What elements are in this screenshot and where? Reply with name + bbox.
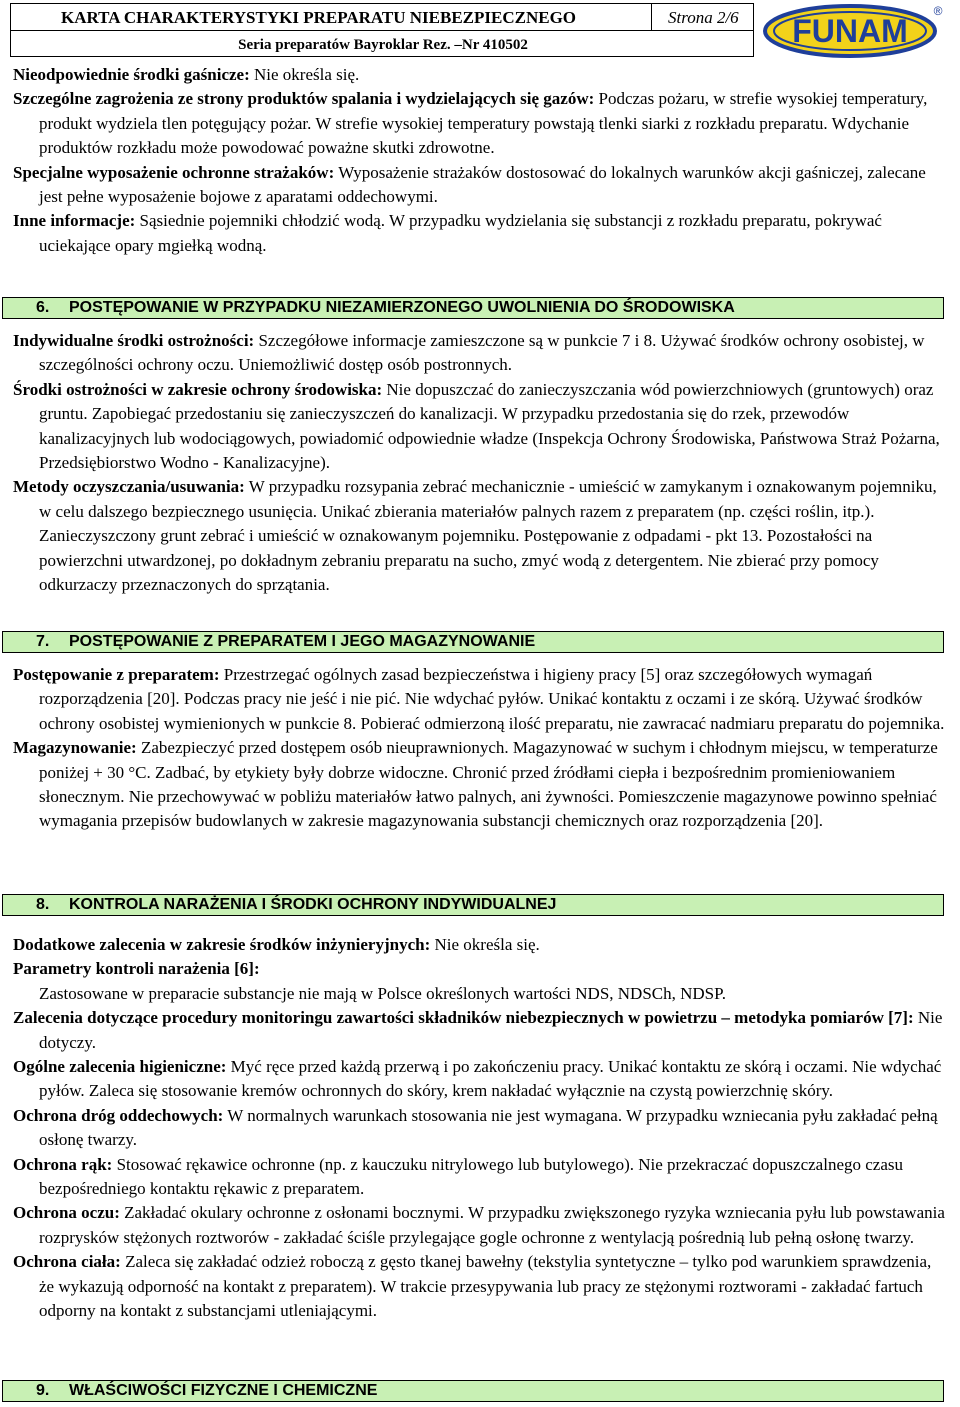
paragraph-text: Zakładać okulary ochronne z osłonami bocznymi. W przypadku zwiększonego ryzyka wzniecania pyłu lub powstawania rozprysków stężonych roztworów - zakładać ściśle przylegające gogle ochronne z wentylacją pośrednią lub pełną osłonę twarzy. [39, 1203, 945, 1247]
paragraph-heading: Ochrona ciała: [13, 1252, 121, 1272]
paragraph-text: Myć ręce przed każdą przerwą i po zakończeniu pracy. Unikać kontaktu ze skórą i oczami. Nie wdychać pyłów. Zaleca się stosowanie kremów ochronnych do skóry, krem nakładać wyłącznie na czystą powierzchnię skóry. [39, 1057, 942, 1101]
paragraph [13, 736, 945, 834]
section-6-header [2, 297, 944, 319]
page-cell [651, 4, 756, 30]
section-8-body [13, 933, 945, 1324]
paragraph-heading: Nieodpowiednie środki gaśnicze: [13, 65, 250, 84]
section-7-body [13, 663, 945, 834]
paragraph [13, 209, 945, 258]
paragraph-heading: Ochrona oczu: [13, 1203, 120, 1223]
paragraph-text: Zaleca się zakładać odzież roboczą z gęsto tkanej bawełny (tekstylia syntetyczne – tylko pod warunkiem sprawdzenia, że wykazują odporność na kontakt z preparatem). W trakcie przesypywania lub pracy ze stężonymi roztworami - zakładać fartuch odporny na kontakt z substancjami utleniającymi. [39, 1252, 932, 1321]
section-6-title: POSTĘPOWANIE W PRZYPADKU NIEZAMIERZONEGO UWOLNIENIA DO ŚRODOWISKA [69, 299, 735, 316]
paragraph-heading: Ochrona rąk: [13, 1154, 113, 1174]
paragraph-heading: Metody oczyszczania/usuwania: [13, 477, 245, 497]
logo-wordmark: FUNAM [792, 13, 908, 49]
funam-logo-graphic [762, 2, 946, 58]
paragraph [13, 1153, 945, 1202]
paragraph [13, 1250, 945, 1323]
paragraph-text: W przypadku rozsypania zebrać mechanicznie - umieścić w zamykanym i oznakowanym pojemniku, w celu dalszego bezpiecznego usunięcia. Unikać zbierania materiałów palnych razem z preparatem (np. części roślin, itp.). Zanieczyszczony grunt zebrać i umieścić w oznakowanym pojemniku. Postępowanie z odpadami - pkt 13. Pozostałości na powierzchni utwardzonej, po dokładnym zebraniu preparatu na sucho, zmyć wodą z detergentem. Nie zbierać przy pomocy odkurzaczy przeznaczonych do sprzątania. [39, 477, 937, 595]
exposure-parameters-heading: Parametry kontroli narażenia [6]: [13, 959, 260, 979]
paragraph-heading: Inne informacje: [13, 211, 136, 231]
paragraph-text: Podczas pożaru, w strefie wysokiej temperatury, produkt wydziela tlen potęgujący pożar. W strefie wysokiej temperatury powstają tlenki siarki z rozkładu preparatu. Wdychanie produktów rozkładu może powodować poważne skutki zdrowotne. [39, 89, 928, 158]
paragraph-heading: Magazynowanie: [13, 738, 137, 758]
paragraph [13, 1006, 945, 1055]
paragraph-text: W normalnych warunkach stosowania nie jest wymagana. W przypadku wzniecania pyłu zakładać pełną osłonę twarzy. [39, 1105, 938, 1150]
section-9-number: 9. [36, 1382, 50, 1399]
paragraph-heading: Zalecenia dotyczące procedury monitoringu zawartości składników niebezpiecznych w powietrzu – metodyka pomiarów [7]: [13, 1008, 914, 1028]
paragraph [13, 475, 945, 597]
paragraph-text: Przestrzegać ogólnych zasad bezpieczeństwa i higieny pracy [5] oraz szczegółowych wymagań rozporządzenia [20]. Podczas pracy nie jeść i nie pić. Nie wdychać pyłów. Unikać kontaktu z oczami i ze skórą. Używać środków ochrony osobistej wymienionych w punkcie 8. Pobierać odmierzoną ilość preparatu, nie zawracać nadmiaru preparatu do pojemnika. [39, 665, 945, 733]
paragraph [13, 663, 945, 736]
section-6-number: 6. [36, 299, 50, 316]
paragraph-text: Stosować rękawice ochronne (np. z kauczuku nitrylowego lub butylowego). Nie przekraczać dopuszczalnego czasu bezpośredniego kontaktu rękawic z preparatem. [39, 1154, 903, 1199]
section-6-body [13, 329, 945, 597]
paragraph-heading: Ochrona dróg oddechowych: [13, 1105, 224, 1125]
section-9-header [2, 1380, 944, 1402]
paragraph-text: Wyposażenie strażaków dostosować do lokalnych warunków akcji gaśniczej, zalecane jest pełne wyposażenie bojowe z aparatami oddechowymi. [39, 162, 926, 207]
document-header [10, 3, 754, 57]
registered-mark: ® [933, 4, 943, 18]
header-title-row [11, 4, 753, 31]
paragraph-text: Szczegółowe informacje zamieszczone są w punkcie 7 i 8. Używać środków ochrony osobistej, w szczególności ochrony oczu. Uniemożliwić dostęp osób postronnych. [39, 331, 925, 375]
paragraph-heading: Środki ostrożności w zakresie ochrony środowiska: [13, 379, 383, 399]
section-8-number: 8. [36, 896, 50, 913]
page-number: Strona 2/6 [668, 8, 739, 27]
engineering-measures: Dodatkowe zalecenia w zakresie środków inżynieryjnych: Nie określa się. [13, 935, 540, 954]
paragraph [13, 1201, 945, 1250]
section-9-title: WŁAŚCIWOŚCI FIZYCZNE I CHEMICZNE [69, 1382, 378, 1399]
paragraph-text: Zabezpieczyć przed dostępem osób nieuprawnionych. Magazynować w suchym i chłodnym miejscu, w temperaturze poniżej + 30 °C. Zadbać, by etykiety były dobrze widoczne. Chronić przed źródłami ciepła i bezpośrednim promieniowaniem słonecznym. Nie przechowywać w pobliżu materiałów łatwo palnych, ani żywności. Pomieszczenie magazynowe powinno spełniać wymagania przepisów budowlanych w zakresie magazynowania substancji chemicznych oraz rozporządzenia [20]. [39, 738, 938, 831]
section-7-header [2, 631, 944, 653]
paragraph [13, 63, 945, 87]
paragraph [13, 1104, 945, 1153]
exposure-parameters-text: Zastosowane w preparacie substancje nie mają w Polsce określonych wartości NDS, NDSCh, NDSP. [39, 983, 726, 1003]
paragraph-text: Sąsiednie pojemniki chłodzić wodą. W przypadku wydzielania się substancji z rozkładu preparatu, pokrywać uciekające opary mgiełką wodną. [39, 211, 882, 255]
paragraph [13, 87, 945, 160]
product-series: Seria preparatów Bayroklar Rez. –Nr 410502 [238, 37, 528, 53]
section-8-title: KONTROLA NARAŻENIA I ŚRODKI OCHRONY INDYWIDUALNEJ [69, 896, 557, 913]
paragraph [13, 161, 945, 210]
paragraph-text: Nie określa się. [249, 65, 360, 84]
document-title: KARTA CHARAKTERYSTYKI PREPARATU NIEBEZPIECZNEGO [61, 8, 577, 27]
section-7-title: POSTĘPOWANIE Z PREPARATEM I JEGO MAGAZYNOWANIE [69, 633, 536, 650]
section-7-number: 7. [36, 633, 50, 650]
paragraph-heading: Indywidualne środki ostrożności: [13, 331, 255, 350]
paragraph-text: Nie dopuszczać do zanieczyszczania wód powierzchniowych (gruntowych) oraz gruntu. Zapobiegać przedostaniu się zanieczyszczeń do kanalizacji. W przypadku przedostania się do rzek, przewodów kanalizacyjnych lub wodociągowych, powiadomić odpowiednie władze (Inspekcja Ochrony Środowiska, Państwowa Straż Pożarna, Przedsiębiorstwo Wodno - Kanalizacyjne). [39, 379, 940, 473]
funam-logo [762, 2, 946, 58]
paragraph-heading: Ogólne zalecenia higieniczne: [13, 1057, 227, 1077]
section-8-header [2, 894, 944, 916]
paragraph-heading: Postępowanie z preparatem: [13, 665, 220, 684]
protection-measures [13, 1006, 945, 1323]
paragraph-text: Nie dotyczy. [39, 1008, 943, 1052]
paragraph [13, 329, 945, 378]
paragraph [13, 378, 945, 476]
paragraph [13, 1055, 945, 1104]
paragraph-heading: Specjalne wyposażenie ochronne strażaków: [13, 162, 335, 182]
paragraph-heading: Szczególne zagrożenia ze strony produktów spalania i wydzielających się gazów: [13, 89, 595, 109]
firefighting-block [13, 63, 945, 258]
